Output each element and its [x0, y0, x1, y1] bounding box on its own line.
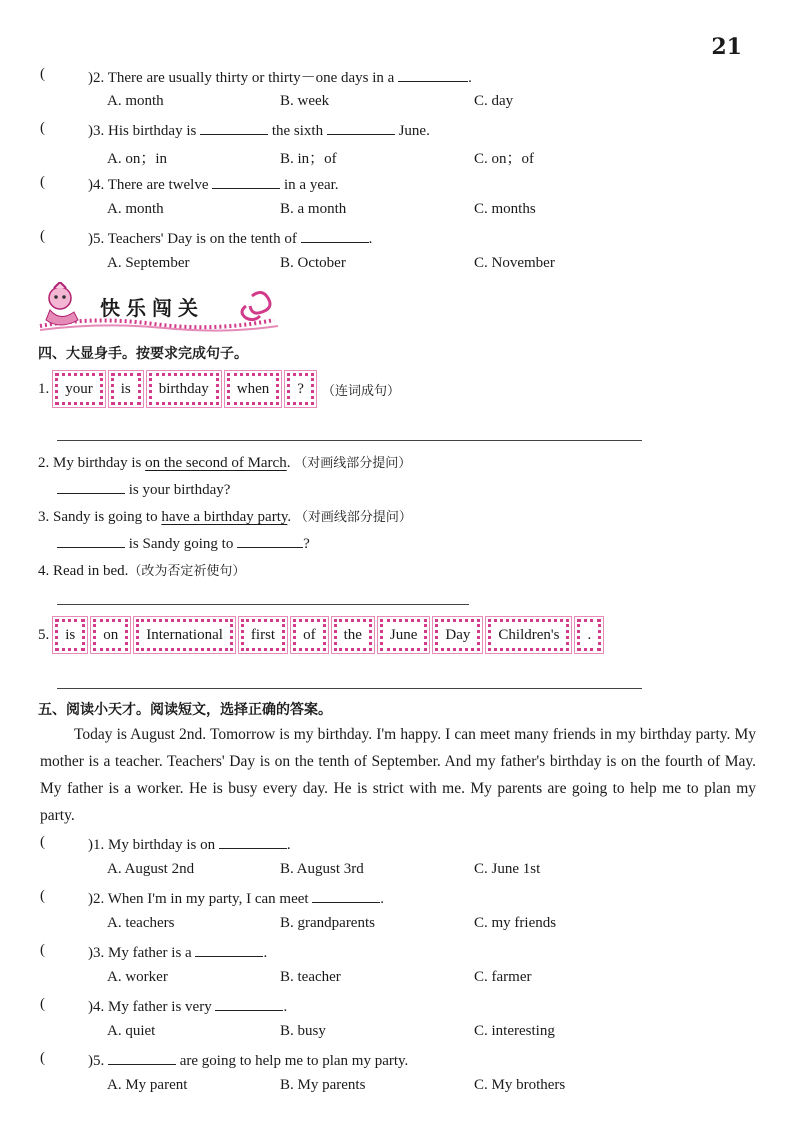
answer-paren[interactable]: ( [40, 66, 45, 82]
part4-question-2: 2. My birthday is on the second of March. （对画线部分提问） [38, 455, 412, 471]
fill-blank[interactable] [219, 834, 287, 849]
option-b[interactable]: B. in；of [280, 151, 337, 167]
answer-paren[interactable]: ( [40, 942, 45, 958]
option-b[interactable]: B. a month [280, 201, 347, 217]
option-c[interactable]: C. My brothers [474, 1077, 566, 1093]
part4-answer-2: is your birthday? [57, 479, 230, 499]
answer-paren[interactable]: ( [40, 1050, 45, 1066]
answer-paren[interactable]: ( [40, 888, 45, 904]
part4-question-1 [38, 373, 400, 405]
question-number: 1. [38, 380, 50, 397]
fill-blank[interactable] [195, 942, 263, 957]
option-b[interactable]: B. grandparents [280, 915, 375, 931]
question-text: )3. My father is a . [88, 942, 267, 962]
option-a[interactable]: A. quiet [107, 1023, 156, 1039]
option-c[interactable]: C. my friends [474, 915, 557, 931]
part5-heading: 五、阅读小天才。阅读短文，选择正确的答案。 [38, 702, 332, 718]
fill-blank[interactable] [215, 996, 283, 1011]
fill-blank[interactable] [200, 120, 268, 135]
option-c[interactable]: C. interesting [474, 1023, 555, 1039]
fill-blank[interactable] [327, 120, 395, 135]
fill-blank[interactable] [57, 533, 125, 548]
part4-question-3: 3. Sandy is going to have a birthday party. （对画线部分提问） [38, 509, 412, 525]
underlined-phrase: on the second of March [145, 455, 287, 471]
word-card[interactable]: the [334, 619, 372, 651]
answer-line[interactable] [57, 688, 642, 689]
question-text: )2. There are usually thirty or thirty－one days in a . [88, 66, 472, 87]
reading-passage: Today is August 2nd. Tomorrow is my birthday. I'm happy. I can meet many friends in my birthday party. My mother is a teacher. Teachers' Day is on the tenth of September. And my father's birthday is on the fourth of May. My father is a worker. He is busy every day. He is strict with me. My parents are going to help me to plan my party. [40, 726, 756, 824]
option-c[interactable]: C. day [474, 93, 514, 109]
part4-question-5 [38, 619, 609, 651]
question-text: )4. There are twelve in a year. [88, 174, 339, 194]
part4-heading: 四、大显身手。按要求完成句子。 [38, 346, 248, 362]
question-text: )4. My father is very . [88, 996, 287, 1016]
word-card[interactable]: your [55, 373, 103, 405]
option-b[interactable]: B. August 3rd [280, 861, 364, 877]
option-a[interactable]: A. worker [107, 969, 168, 985]
word-card[interactable]: is [55, 619, 85, 651]
option-a[interactable]: A. September [107, 255, 190, 271]
question-text: )3. His birthday is the sixth June. [88, 120, 430, 140]
option-b[interactable]: B. week [280, 93, 330, 109]
option-a[interactable]: A. on；in [107, 151, 168, 167]
word-card[interactable]: . [577, 619, 601, 651]
page-number: 21 [711, 34, 742, 60]
word-card[interactable]: first [241, 619, 285, 651]
word-card[interactable]: on [93, 619, 128, 651]
option-a[interactable]: A. August 2nd [107, 861, 195, 877]
option-b[interactable]: B. October [280, 255, 346, 271]
instruction-note: （连词成句） [321, 383, 400, 399]
word-card[interactable]: birthday [149, 373, 219, 405]
fill-blank[interactable] [301, 228, 369, 243]
question-text: )5. Teachers' Day is on the tenth of . [88, 228, 372, 248]
option-b[interactable]: B. busy [280, 1023, 326, 1039]
answer-paren[interactable]: ( [40, 174, 45, 190]
option-c[interactable]: C. on；of [474, 151, 535, 167]
option-c[interactable]: C. months [474, 201, 536, 217]
answer-paren[interactable]: ( [40, 120, 45, 136]
option-a[interactable]: A. month [107, 201, 164, 217]
answer-line[interactable] [57, 440, 642, 441]
word-card[interactable]: June [380, 619, 428, 651]
word-card[interactable]: is [111, 373, 141, 405]
fill-blank[interactable] [312, 888, 380, 903]
option-a[interactable]: A. My parent [107, 1077, 188, 1093]
question-number: 5. [38, 626, 50, 643]
option-c[interactable]: C. farmer [474, 969, 532, 985]
option-c[interactable]: C. November [474, 255, 555, 271]
word-card[interactable]: ? [287, 373, 314, 405]
part4-answer-3: is Sandy going to ? [57, 533, 310, 553]
option-b[interactable]: B. My parents [280, 1077, 366, 1093]
word-card[interactable]: of [293, 619, 326, 651]
instruction-note: （改为否定祈使句） [128, 564, 246, 579]
option-b[interactable]: B. teacher [280, 969, 341, 985]
fill-blank[interactable] [237, 533, 303, 548]
option-a[interactable]: A. teachers [107, 915, 175, 931]
underlined-phrase: have a birthday party [161, 509, 288, 525]
question-text: )5. are going to help me to plan my party. [88, 1050, 408, 1070]
banner-title: 快乐闯关 [100, 296, 204, 320]
word-card[interactable]: Day [435, 619, 480, 651]
instruction-note: （对画线部分提问） [294, 456, 412, 471]
fill-blank[interactable] [57, 479, 125, 494]
fill-blank[interactable] [398, 67, 468, 82]
answer-line[interactable] [57, 604, 469, 605]
answer-paren[interactable]: ( [40, 834, 45, 850]
word-card[interactable]: when [227, 373, 280, 405]
part4-question-4: 4. Read in bed.（改为否定祈使句） [38, 563, 246, 579]
section-banner [34, 282, 284, 334]
answer-paren[interactable]: ( [40, 228, 45, 244]
answer-paren[interactable]: ( [40, 996, 45, 1012]
word-card[interactable]: International [136, 619, 233, 651]
option-a[interactable]: A. month [107, 93, 164, 109]
question-text: )1. My birthday is on . [88, 834, 291, 854]
option-c[interactable]: C. June 1st [474, 861, 541, 877]
fill-blank[interactable] [212, 174, 280, 189]
fill-blank[interactable] [108, 1050, 176, 1065]
word-card[interactable]: Children's [488, 619, 569, 651]
instruction-note: （对画线部分提问） [294, 510, 412, 525]
question-text: )2. When I'm in my party, I can meet . [88, 888, 384, 908]
